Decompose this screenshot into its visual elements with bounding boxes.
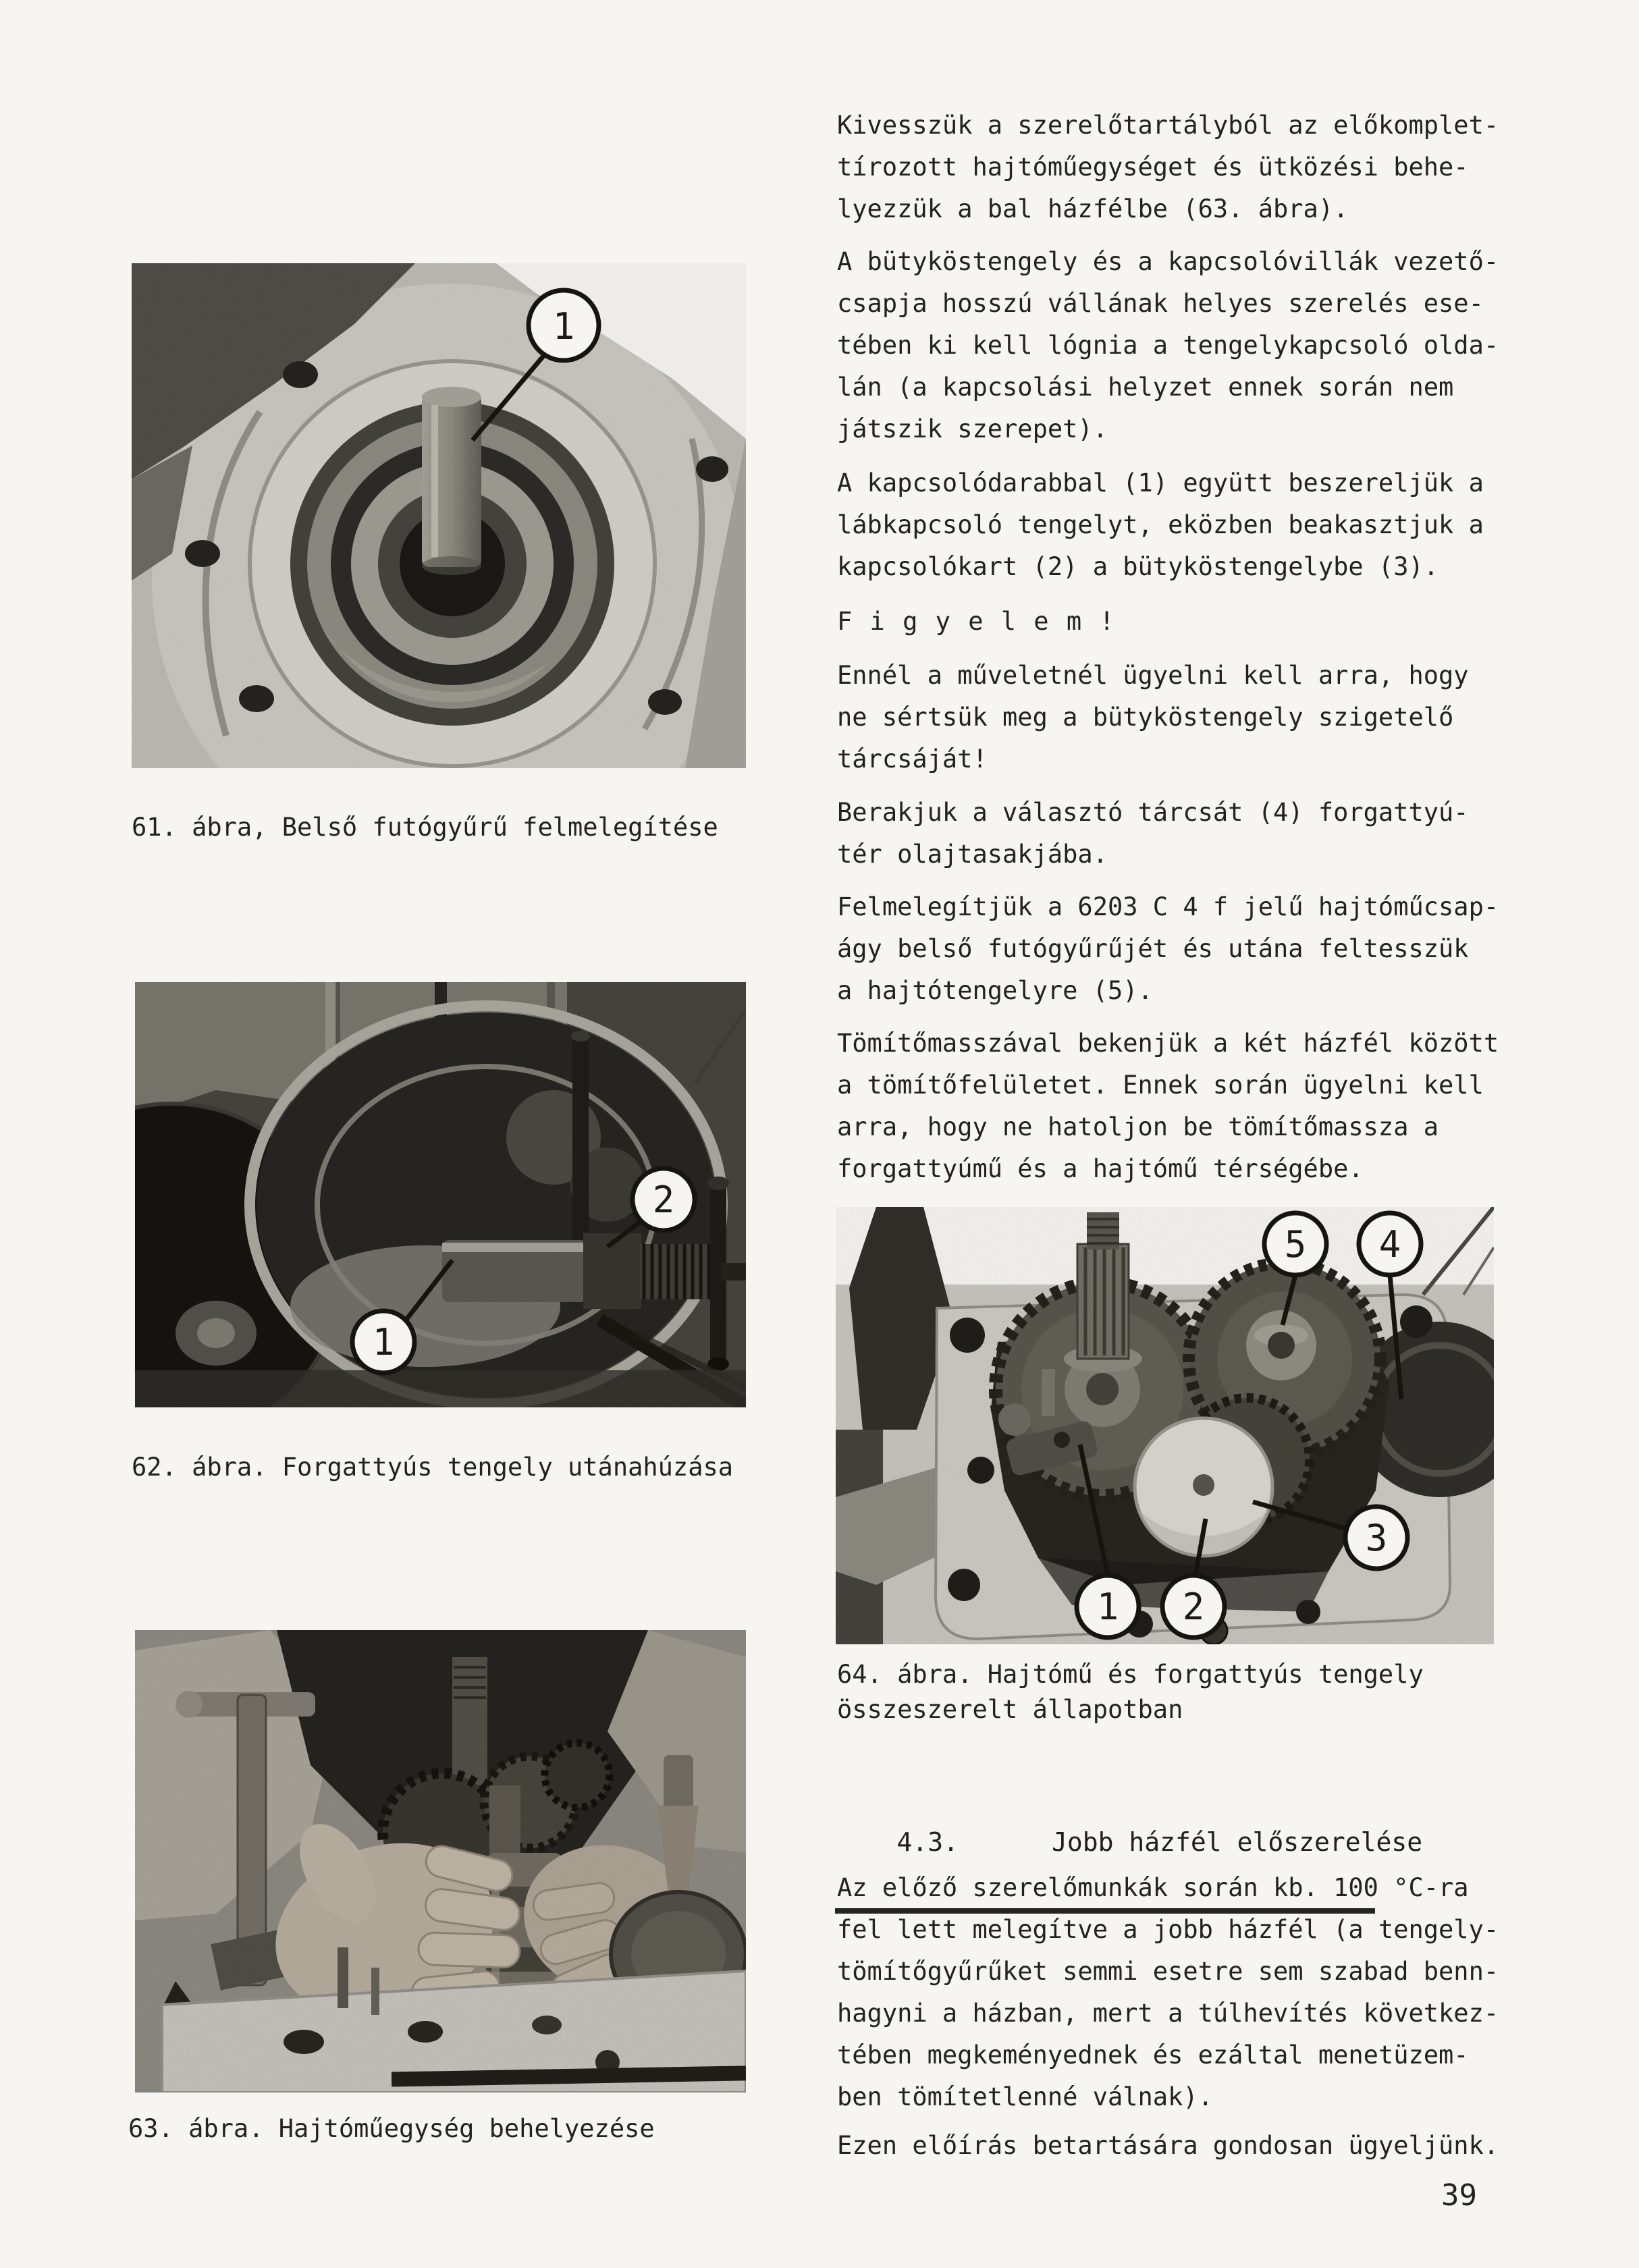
figure-61-photo [132, 263, 746, 768]
section-title: Jobb házfél előszerelése [1052, 1827, 1423, 1857]
figure-62-photo [135, 982, 746, 1407]
callout-3-label: 3 [1365, 1517, 1388, 1559]
text-line: csapja hosszú vállának helyes szerelés ese- [837, 289, 1484, 318]
text-line: tér olajtasakjába. [837, 840, 1108, 869]
paragraph-1 [837, 105, 1499, 230]
figure-61-caption: 61. ábra, Belső futógyűrű felmelegítése [132, 813, 718, 842]
text-line: ben tömítetlenné válnak). [837, 2082, 1213, 2111]
text-line: ne sértsük meg a bütyköstengely szigetelő [837, 703, 1454, 732]
page-number: 39 [1441, 2178, 1477, 2213]
paragraph-2 [837, 241, 1499, 450]
paragraph-4 [837, 655, 1469, 780]
text-line: tében ki kell lógnia a tengelykapcsoló olda- [837, 331, 1499, 360]
figure-63-caption: 63. ábra. Hajtóműegység behelyezése [128, 2114, 655, 2143]
text-line: hagyni a házban, mert a túlhevítés következ- [837, 1999, 1499, 2028]
assembled-gearbox-photo [836, 1207, 1494, 1644]
text-line: Felmelegítjük a 6203 C 4 f jelű hajtóműcsap- [837, 892, 1499, 921]
figure-63-photo [135, 1630, 746, 2092]
text-line: arra, hogy ne hatoljon be tömítőmassza a [837, 1112, 1439, 1141]
text-line: játszik szerepet). [837, 414, 1108, 443]
paragraph-6 [837, 886, 1499, 1012]
text-line: tömítőgyűrűket semmi esetre sem szabad benn- [837, 1957, 1499, 1986]
text-line: kapcsolókart (2) a bütyköstengelybe (3). [837, 552, 1439, 581]
paragraph-3 [837, 462, 1484, 588]
text-line: lábkapcsoló tengelyt, eközben beakasztjuk a [837, 510, 1484, 539]
text-line: tárcsáját! [837, 745, 988, 774]
text-line: lán (a kapcsolási helyzet ennek során nem [837, 373, 1454, 402]
paragraph-8 [837, 1867, 1499, 2118]
text-line: Ennél a műveletnél ügyelni kell arra, hogy [837, 661, 1469, 690]
callout-2-label: 2 [652, 1179, 675, 1221]
section-number: 4.3. [896, 1827, 959, 1857]
text-line: a tömítőfelületet. Ennek során ügyelni kell [837, 1071, 1484, 1100]
crankshaft-puller-photo [135, 982, 746, 1407]
figure-62-caption: 62. ábra. Forgattyús tengely utánahúzása [132, 1453, 734, 1482]
paragraph-5 [837, 792, 1469, 875]
text-line: fel lett melegítve a jobb házfél (a tengely- [837, 1915, 1499, 1944]
text-line: Kivesszük a szerelőtartályból az előkomplet- [837, 111, 1499, 140]
callout-2-label: 2 [1182, 1586, 1205, 1628]
callout-5-label: 5 [1284, 1223, 1307, 1266]
figure-64-photo [836, 1207, 1494, 1644]
paragraph-9 [837, 2125, 1499, 2167]
callout-4-label: 4 [1378, 1223, 1401, 1266]
text-line: Tömítőmasszával bekenjük a két házfél között [837, 1029, 1499, 1058]
crankcase-bearing-photo [132, 263, 746, 768]
text-line: ágy belső futógyűrűjét és utána feltesszük [837, 934, 1469, 963]
attention-heading: F i g y e l e m ! [837, 607, 1116, 636]
text-line: a hajtótengelyre (5). [837, 976, 1153, 1005]
text-line: tében megkeményednek és ezáltal menetüzem- [837, 2041, 1469, 2070]
text-line: 64. ábra. Hajtómű és forgattyús tengely [837, 1660, 1424, 1689]
paragraph-7 [837, 1023, 1499, 1190]
callout-1-label: 1 [552, 305, 575, 348]
text-line: Az előző szerelőmunkák során kb. 100 °C-ra [837, 1873, 1469, 1902]
text-line: A kapcsolódarabbal (1) együtt beszereljük a [837, 468, 1484, 497]
callout-1-label: 1 [1096, 1586, 1119, 1628]
callout-1-label: 1 [372, 1321, 395, 1364]
text-line: Ezen előírás betartására gondosan ügyeljünk. [837, 2131, 1499, 2160]
text-line: lyezzük a bal házfélbe (63. ábra). [837, 194, 1349, 223]
text-line: tírozott hajtóműegységet és ütközési behe- [837, 153, 1469, 182]
text-line: A bütyköstengely és a kapcsolóvillák vezető- [837, 247, 1499, 276]
figure-64-caption [837, 1657, 1424, 1727]
gearbox-insertion-photo [135, 1630, 746, 2092]
text-line: összeszerelt állapotban [837, 1695, 1183, 1724]
text-line: Berakjuk a választó tárcsát (4) forgattyú- [837, 798, 1469, 827]
text-line: forgattyúmű és a hajtómű térségébe. [837, 1154, 1364, 1183]
